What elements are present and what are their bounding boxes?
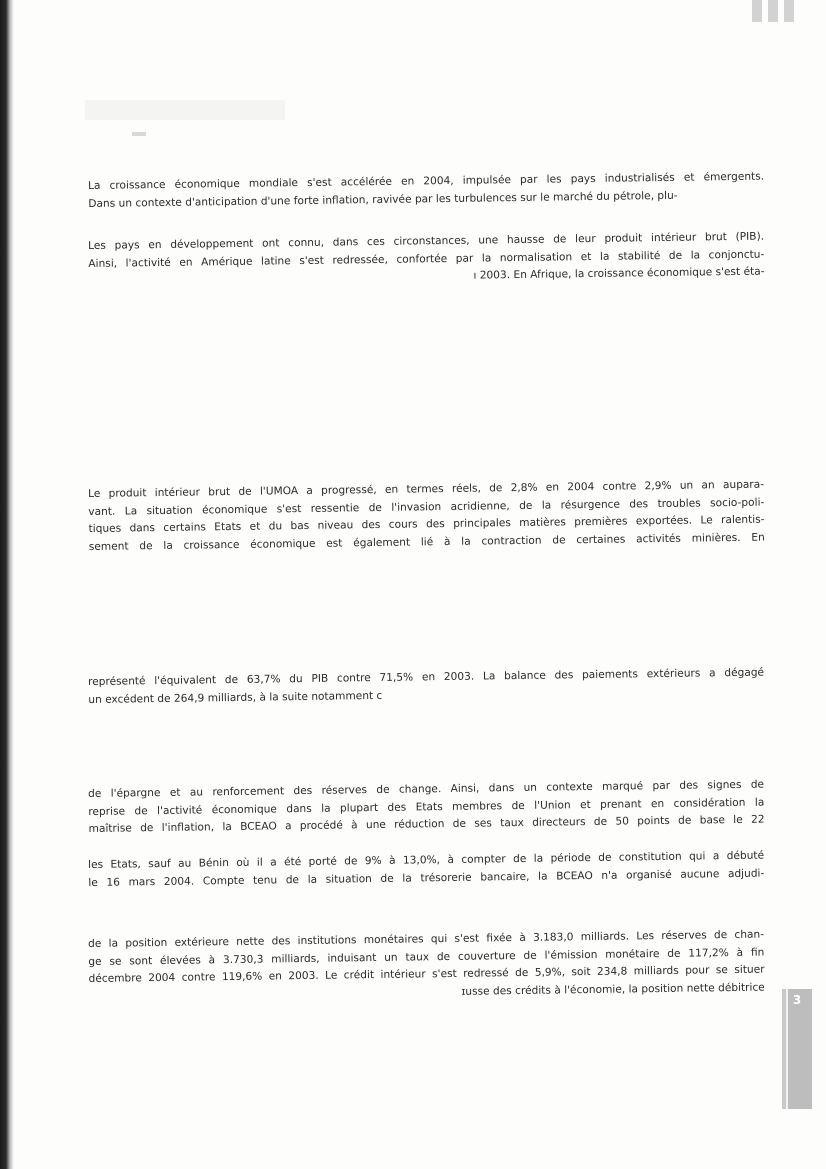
paragraph-6	[88, 848, 764, 892]
paragraph-1	[88, 169, 764, 213]
text-line: Ainsi, l'activité en Amérique latine s'est redressée, confortée par la normalisation et la stabilité de la conjonctu-	[88, 248, 765, 270]
text-line: ı 2003. En Afrique, la croissance économique s'est éta-	[473, 265, 765, 282]
text-line: reprise de l'activité économique dans la plupart des Etats membres de l'Union et prenant en considération la	[88, 796, 765, 818]
paragraph-5	[88, 777, 765, 839]
text-line: Le produit intérieur brut de l'UMOA a progressé, en termes réels, de 2,8% en 2004 contre 2,9% un an aupara-	[88, 478, 765, 500]
text-line: tiques dans certains Etats et du bas niveau des cours des principales matières premières exportées. Le ralentis-	[88, 513, 765, 535]
page-number-tab	[782, 989, 812, 1109]
text-line: un excédent de 264,9 milliards, à la suite notamment c	[88, 689, 383, 706]
text-line: La croissance économique mondiale s'est accélérée en 2004, impulsée par les pays industrialisés et émergents.	[88, 170, 765, 192]
text-line: représenté l'équivalent de 63,7% du PIB contre 71,5% en 2003. La balance des paiements extérieurs a dégagé	[88, 666, 765, 688]
paragraph-4	[88, 665, 764, 709]
page-number: 3	[792, 993, 802, 1007]
text-line: Dans un contexte d'anticipation d'une forte inflation, ravivée par les turbulences sur le marché du pétrole, plu-	[88, 189, 678, 210]
top-tab-marker	[752, 0, 794, 22]
text-line: de l'épargne et au renforcement des réserves de change. Ainsi, dans un contexte marqué par des signes de	[88, 778, 765, 800]
text-line: Les pays en développement ont connu, dans ces circonstances, une hausse de leur produit intérieur brut (PIB).	[88, 230, 765, 252]
text-line: les Etats, sauf au Bénin où il a été porté de 9% à 13,0%, à compter de la période de constitution qui a débuté	[88, 849, 765, 871]
text-line: décembre 2004 contre 119,6% en 2003. Le crédit intérieur s'est redressé de 5,9%, soit 234,8 milliards pour se situer	[88, 963, 765, 985]
faded-heading	[85, 100, 285, 120]
paragraph-7	[88, 927, 765, 1006]
faded-mark	[132, 132, 146, 136]
scan-edge-shadow	[0, 0, 14, 1169]
paragraph-2	[88, 229, 765, 291]
text-line: le 16 mars 2004. Compte tenu de la situation de la trésorerie bancaire, la BCEAO n'a organisé aucune adjudi-	[88, 867, 765, 889]
text-line: ɪusse des crédits à l'économie, la position nette débitrice	[461, 981, 765, 998]
text-line: sement de la croissance économique est également lié à la contraction de certaines activités minières. En	[88, 531, 765, 553]
text-line: de la position extérieure nette des institutions monétaires qui s'est fixée à 3.183,0 milliards. Les réserves de chan-	[88, 928, 765, 950]
paragraph-3	[88, 477, 765, 556]
text-line: maîtrise de l'inflation, la BCEAO a procédé à une réduction de ses taux directeurs de 50 points de base le 22	[88, 813, 765, 835]
text-line: ge se sont élevées à 3.730,3 milliards, induisant un taux de couverture de l'émission monétaire de 117,2% à fin	[88, 946, 765, 968]
text-line: vant. La situation économique s'est ressentie de l'invasion acridienne, de la résurgence des troubles socio-poli-	[88, 496, 765, 518]
